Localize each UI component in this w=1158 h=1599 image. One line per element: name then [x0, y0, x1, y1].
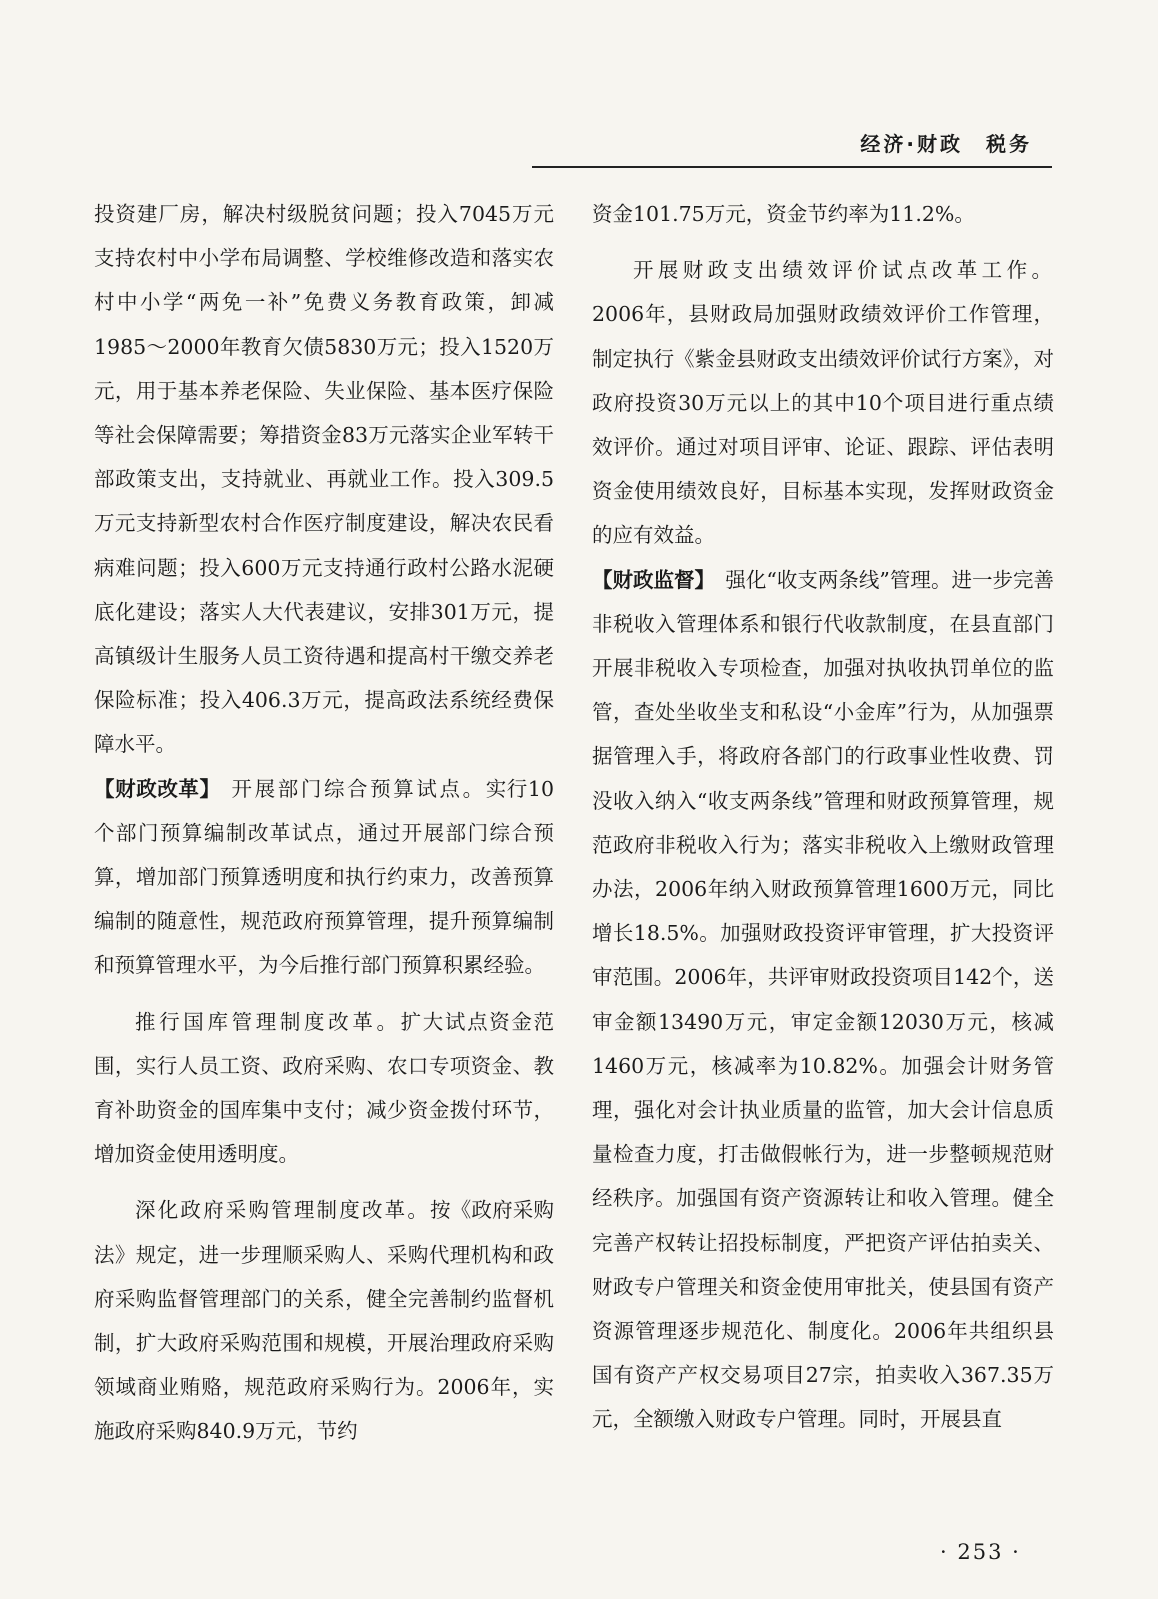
section-title: 经济·财政 税务 — [860, 132, 1032, 156]
paragraph-text: 按《政府采购法》规定，进一步理顺采购人、采购代理机构和政府采购监督管理部门的关系，健全完善制约监督机制，扩大政府采购范围和规模，开展治理政府采购领域商业贿赂，规范政府采购行为。2006年，实施政府采购840.9万元，节约 — [94, 1198, 555, 1444]
subhead-budget-pilot: 开展部门综合预算试点。 — [231, 776, 486, 801]
right-paragraph-3 — [592, 558, 1054, 1442]
subhead-performance-evaluation: 开展财政支出绩效评价试点改革工作。 — [633, 258, 1054, 283]
left-paragraph-1: 投资建厂房，解决村级脱贫问题；投入7045万元支持农村中小学布局调整、学校维修改造和落实农村中小学“两免一补”免费义务教育政策，卸减1985～2000年教育欠债5830万元；投入1520万元，用于基本养老保险、失业保险、基本医疗保险等社会保障需要；筹措资金83万元落实企业军转干部政策支出，支持就业、再就业工作。投入309.5万元支持新型农村合作医疗制度建设，解决农民看病难问题；投入600万元支持通行政村公路水泥硬底化建设；落实人大代表建议，安排301万元，提高镇级计生服务人员工资待遇和提高村干缴交养老保险标准；投入406.3万元，提高政法系统经费保障水平。 — [94, 202, 554, 757]
paragraph-text: 实行10个部门预算编制改革试点，通过开展部门综合预算，增加部门预算透明度和执行约束力，改善预算编制的随意性，规范政府预算管理，提升预算编制和预算管理水平，为今后推行部门预算积累经验。 — [94, 776, 555, 978]
right-paragraph-1: 资金101.75万元，资金节约率为11.2%。 — [592, 202, 975, 226]
paragraph-text: 强化“收支两条线”管理。进一步完善非税收入管理体系和银行代收款制度，在县直部门开展非税收入专项检查，加强对执收执罚单位的监管，查处坐收坐支和私设“小金库”行为，从加强票据管理入手，将政府各部门的行政事业性收费、罚没收入纳入“收支两条线”管理和财政预算管理，规范政府非税收入行为；落实非税收入上缴财政管理办法，2006年纳入财政预算管理1600万元，同比增长18.5%。加强财政投资评审管理，扩大投资评审范围。2006年，共评审财政投资项目142个，送审金额13490万元，审定金额12030万元，核减1460万元，核减率为10.82%。加强会计财务管理，强化对会计执业质量的监管，加大会计信息质量检查力度，打击做假帐行为，进一步整顿规范财经秩序。加强国有资产资源转让和收入管理。健全完善产权转让招投标制度，严把资产评估拍卖关、财政专户管理关和资金使用审批关，使县国有资产资源管理逐步规范化、制度化。2006年共组织县国有资产产权交易项目27宗，拍卖收入367.35万元，全额缴入财政专户管理。同时，开展县直 — [592, 567, 1054, 1432]
left-paragraph-3 — [94, 1000, 554, 1177]
section-heading-supervision: 【财政监督】 — [592, 567, 705, 592]
right-paragraph-2 — [592, 248, 1054, 557]
running-header — [532, 122, 1052, 168]
left-paragraph-2 — [94, 767, 554, 988]
subhead-treasury-reform: 推行国库管理制度改革。 — [135, 1009, 401, 1034]
subhead-procurement-reform: 深化政府采购管理制度改革。 — [135, 1198, 431, 1223]
left-paragraph-4 — [94, 1188, 554, 1453]
right-column — [592, 192, 1054, 1442]
paragraph-text: 扩大试点资金范围，实行人员工资、政府采购、农口专项资金、教育补助资金的国库集中支付；减少资金拨付环节，增加资金使用透明度。 — [94, 1009, 555, 1167]
page-number: · 253 · — [940, 1540, 1021, 1564]
left-column — [94, 192, 554, 1454]
paragraph-text: 2006年，县财政局加强财政绩效评价工作管理，制定执行《紫金县财政支出绩效评价试行方案》，对政府投资30万元以上的其中10个项目进行重点绩效评价。通过对项目评审、论证、跟踪、评估表明资金使用绩效良好，目标基本实现，发挥财政资金的应有效益。 — [592, 302, 1054, 548]
section-heading-reform: 【财政改革】 — [94, 776, 211, 801]
header-rule — [532, 166, 1052, 168]
